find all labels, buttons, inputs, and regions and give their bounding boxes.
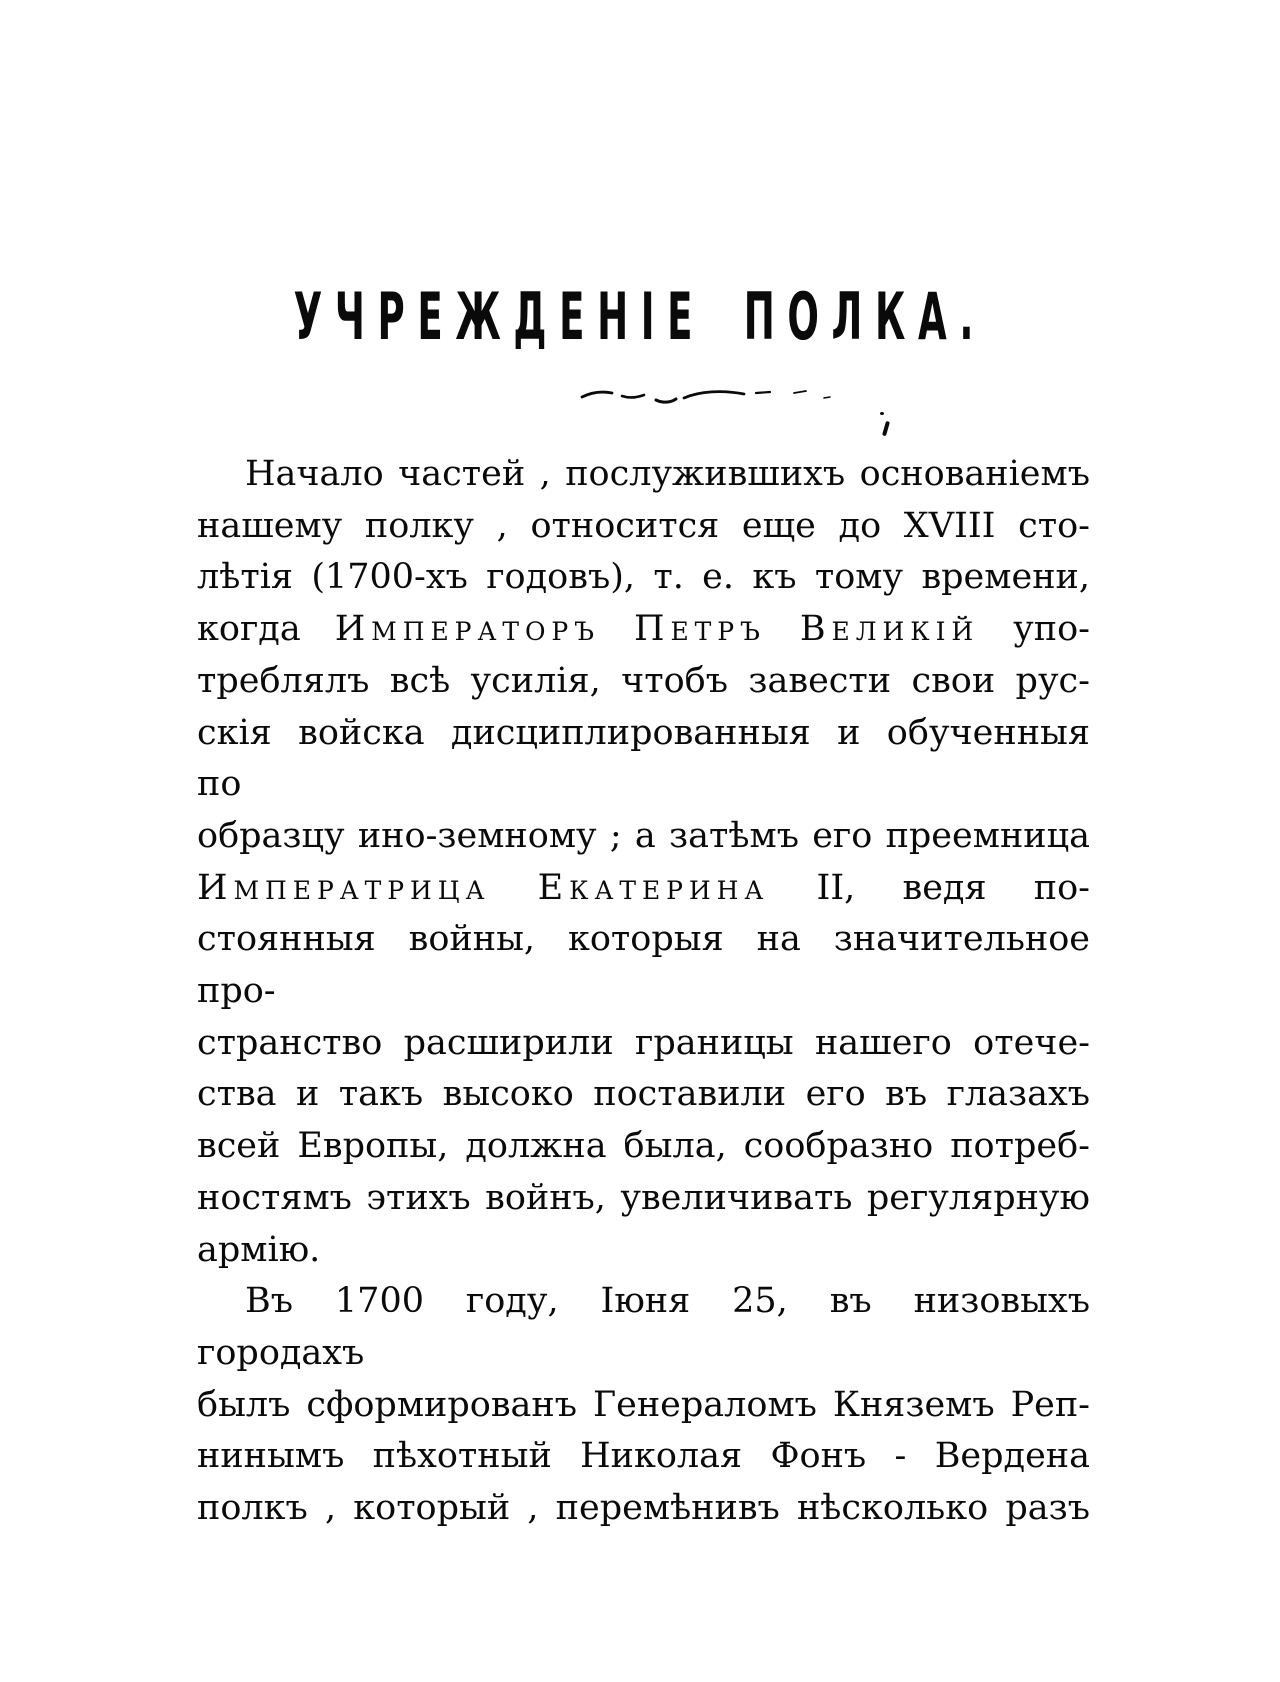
text-line <box>197 501 1090 553</box>
text-line <box>197 914 1090 1017</box>
text-run: образцу ино-земному ; а затѣмъ его преемница <box>197 815 1090 856</box>
text-line <box>197 1069 1090 1121</box>
text-run <box>600 609 634 649</box>
text-run: ностямъ этихъ войнъ, увеличивать регулярную <box>197 1177 1090 1218</box>
text-line <box>197 863 1090 915</box>
text-run: ства и такъ высоко поставили его въ глазахъ <box>197 1074 1090 1115</box>
smallcaps-run: Императрица <box>197 867 491 908</box>
text-run: нашему полку , относится еще до XVIII сто- <box>197 505 1090 546</box>
scan-speck-icon <box>880 412 884 415</box>
ornament-squiggle-icon <box>578 387 838 405</box>
body-text <box>197 449 1090 1535</box>
text-run: скія войска дисциплированныя и обученныя по <box>197 712 1090 805</box>
smallcaps-run: Императоръ <box>334 609 600 650</box>
text-line <box>197 1121 1090 1173</box>
text-line <box>197 1380 1090 1432</box>
text-line <box>197 656 1090 708</box>
text-run: лѣтія (1700-хъ годовъ), т. е. къ тому времени, <box>197 557 1090 598</box>
chapter-title-text: УЧРЕЖДЕНІЕ ПОЛКА. <box>293 279 987 356</box>
text-run <box>766 609 800 649</box>
text-line <box>197 1483 1090 1535</box>
text-run: армію. <box>197 1229 321 1270</box>
text-line <box>197 708 1090 811</box>
text-run: упо- <box>979 609 1090 650</box>
text-run: нинымъ пѣхотный Николая Фонъ - Вердена <box>197 1436 1090 1477</box>
text-line <box>197 604 1090 656</box>
smallcaps-run: Екатерина <box>537 867 770 908</box>
text-run: полкъ , который , перемѣнивъ нѣсколько разъ <box>197 1488 1090 1529</box>
text-run: стоянныя войны, которыя на значительное про- <box>197 919 1090 1012</box>
text-line <box>197 1225 1090 1277</box>
text-line <box>197 1276 1090 1379</box>
text-run: II, ведя по- <box>769 867 1090 908</box>
text-run: странство расширили границы нашего отече- <box>197 1022 1090 1063</box>
text-run: всей Европы, должна была, сообразно потреб- <box>197 1126 1090 1167</box>
text-line <box>197 1431 1090 1483</box>
scan-tick-icon <box>882 421 889 436</box>
chapter-title <box>0 279 1280 356</box>
smallcaps-run: Петръ <box>633 609 766 650</box>
text-line <box>197 552 1090 604</box>
text-line <box>197 1018 1090 1070</box>
text-line <box>197 811 1090 863</box>
text-run: треблялъ всѣ усилія, чтобъ завести свои рус- <box>197 660 1090 701</box>
text-run: Въ 1700 году, Іюня 25, въ низовыхъ городахъ <box>197 1281 1090 1373</box>
text-line <box>197 449 1090 501</box>
text-run: былъ сформированъ Генераломъ Княземъ Реп- <box>197 1384 1090 1425</box>
text-run: когда <box>197 609 335 650</box>
text-run: Начало частей , послужившихъ основаніемъ <box>245 454 1090 494</box>
text-line <box>197 1173 1090 1225</box>
text-run <box>490 868 537 908</box>
smallcaps-run: Великій <box>799 609 980 650</box>
